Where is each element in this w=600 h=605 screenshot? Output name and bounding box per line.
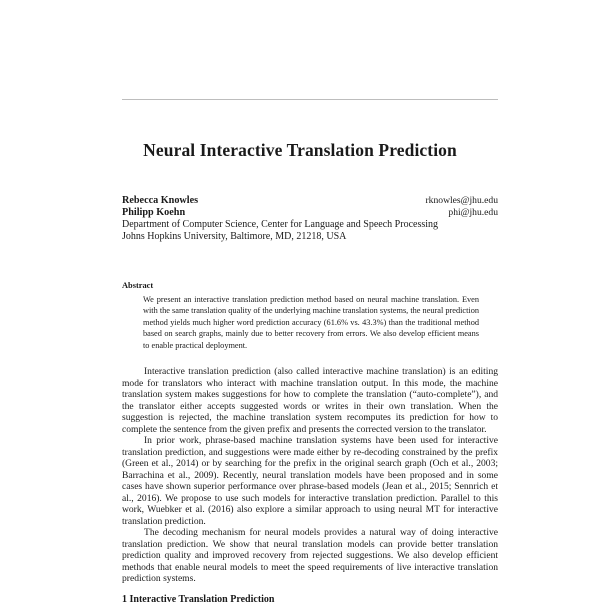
abstract-heading: Abstract bbox=[122, 281, 154, 290]
author-block bbox=[122, 195, 498, 243]
author-name-2: Philipp Koehn bbox=[122, 207, 186, 218]
author-email-1: rknowles@jhu.edu bbox=[425, 195, 498, 206]
body-paragraph-2: In prior work, phrase-based machine translation systems have been used for interactive translation prediction, and suggestions were made either by re-decoding constrained by the prefix (Green et al., 2014) or by searching for the prefix in the original search graph (Och et al., 2003; Barrachina et al., 2009). Recently, neural translation models have been proposed and in some cases have shown superior performance over phrase-based models (Jean et al., 2015; Sennrich et al., 2016). We propose to use such models for interactive translation prediction. Parallel to this work, Wuebker et al. (2016) also explore a similar approach to using neural MT for interactive translation prediction. bbox=[122, 435, 498, 527]
section-heading: 1 Interactive Translation Prediction bbox=[122, 594, 275, 605]
abstract-text: We present an interactive translation prediction method based on neural machine translation. Even with the same translation quality of the underlying machine translation systems, the neural prediction method yields much higher word prediction accuracy (61.6% vs. 43.3%) than the traditional method based on search graphs, mainly due to better recovery from errors. We also develop efficient means to enable practical deployment. bbox=[143, 295, 479, 350]
body-paragraph-3: The decoding mechanism for neural models provides a natural way of doing interactive translation prediction. We show that neural translation models can provide better translation prediction quality and improved recovery from rejected suggestions. We also develop efficient methods that enable neural models to meet the speed requirements of live interactive translation prediction systems. bbox=[122, 527, 498, 584]
author-email-2: phi@jhu.edu bbox=[448, 207, 498, 218]
author-row-2 bbox=[122, 207, 498, 219]
body-text bbox=[122, 366, 498, 585]
affiliation-line-2: Johns Hopkins University, Baltimore, MD, 21218, USA bbox=[122, 231, 347, 242]
author-name-1: Rebecca Knowles bbox=[122, 195, 199, 206]
body-paragraph-1: Interactive translation prediction (also called interactive machine translation) is an editing mode for translators who interact with machine translation output. In this mode, the machine translation system makes suggestions for how to complete the translation (“auto-complete”), and the translator either accepts suggested words or writes in their own translation. When the suggestion is rejected, the machine translation system recomputes its prediction for how to complete the sentence from the given prefix and presents the corrected version to the translator. bbox=[122, 366, 498, 435]
affiliation-line-1: Department of Computer Science, Center for Language and Speech Processing bbox=[122, 219, 439, 230]
paper-title: Neural Interactive Translation Prediction bbox=[143, 140, 457, 160]
header-rule bbox=[122, 99, 498, 100]
author-row-1 bbox=[122, 195, 498, 207]
